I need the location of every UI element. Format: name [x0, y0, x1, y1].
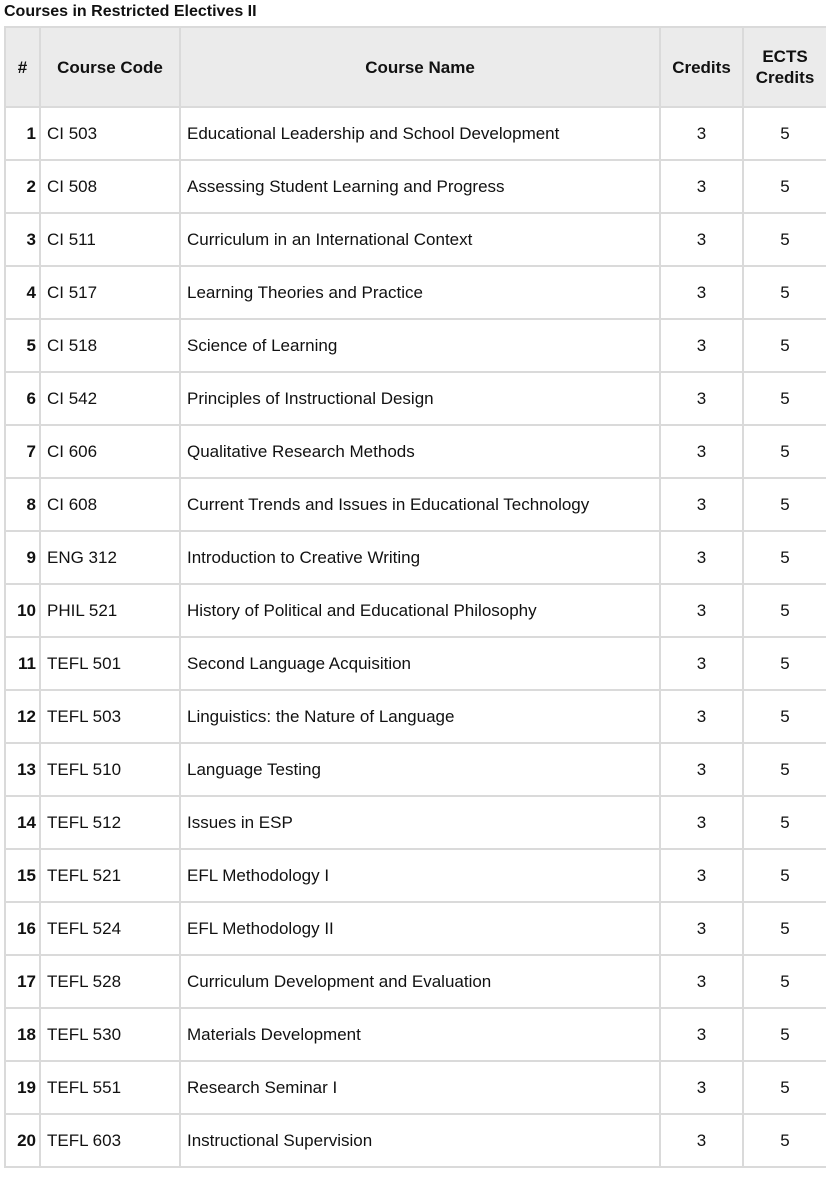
course-name: Language Testing: [180, 743, 660, 796]
row-number: 9: [5, 531, 40, 584]
ects-credits: 5: [743, 160, 826, 213]
row-number: 13: [5, 743, 40, 796]
courses-table: [4, 26, 826, 1168]
course-code: TEFL 528: [40, 955, 180, 1008]
course-code: CI 511: [40, 213, 180, 266]
header-row: [5, 27, 826, 107]
row-number: 6: [5, 372, 40, 425]
credits: 3: [660, 1114, 743, 1167]
course-code: TEFL 551: [40, 1061, 180, 1114]
ects-credits: 5: [743, 902, 826, 955]
table-row: [5, 266, 826, 319]
course-name: EFL Methodology I: [180, 849, 660, 902]
credits: 3: [660, 160, 743, 213]
credits: 3: [660, 1061, 743, 1114]
credits: 3: [660, 743, 743, 796]
header-course-name: Course Name: [180, 27, 660, 107]
credits: 3: [660, 637, 743, 690]
ects-credits: 5: [743, 266, 826, 319]
table-row: [5, 425, 826, 478]
credits: 3: [660, 584, 743, 637]
course-name: Instructional Supervision: [180, 1114, 660, 1167]
course-code: CI 608: [40, 478, 180, 531]
table-row: [5, 955, 826, 1008]
row-number: 20: [5, 1114, 40, 1167]
ects-credits: 5: [743, 584, 826, 637]
course-name: Linguistics: the Nature of Language: [180, 690, 660, 743]
course-name: Introduction to Creative Writing: [180, 531, 660, 584]
course-name: Research Seminar I: [180, 1061, 660, 1114]
course-name: Learning Theories and Practice: [180, 266, 660, 319]
ects-credits: 5: [743, 213, 826, 266]
course-code: TEFL 503: [40, 690, 180, 743]
credits: 3: [660, 107, 743, 160]
header-credits: Credits: [660, 27, 743, 107]
row-number: 2: [5, 160, 40, 213]
table-row: [5, 902, 826, 955]
course-code: TEFL 524: [40, 902, 180, 955]
row-number: 5: [5, 319, 40, 372]
row-number: 19: [5, 1061, 40, 1114]
row-number: 1: [5, 107, 40, 160]
ects-credits: 5: [743, 319, 826, 372]
course-code: TEFL 603: [40, 1114, 180, 1167]
credits: 3: [660, 849, 743, 902]
row-number: 14: [5, 796, 40, 849]
course-code: TEFL 521: [40, 849, 180, 902]
row-number: 17: [5, 955, 40, 1008]
ects-credits: 5: [743, 796, 826, 849]
table-row: [5, 107, 826, 160]
course-code: CI 517: [40, 266, 180, 319]
credits: 3: [660, 372, 743, 425]
table-row: [5, 743, 826, 796]
ects-credits: 5: [743, 849, 826, 902]
table-row: [5, 531, 826, 584]
course-name: History of Political and Educational Philosophy: [180, 584, 660, 637]
ects-credits: 5: [743, 531, 826, 584]
table-row: [5, 637, 826, 690]
course-name: Assessing Student Learning and Progress: [180, 160, 660, 213]
table-row: [5, 160, 826, 213]
ects-credits: 5: [743, 107, 826, 160]
course-code: TEFL 510: [40, 743, 180, 796]
course-name: Qualitative Research Methods: [180, 425, 660, 478]
ects-credits: 5: [743, 425, 826, 478]
course-name: Principles of Instructional Design: [180, 372, 660, 425]
course-code: CI 606: [40, 425, 180, 478]
row-number: 8: [5, 478, 40, 531]
credits: 3: [660, 1008, 743, 1061]
course-name: Second Language Acquisition: [180, 637, 660, 690]
table-row: [5, 478, 826, 531]
course-code: PHIL 521: [40, 584, 180, 637]
table-row: [5, 1061, 826, 1114]
row-number: 10: [5, 584, 40, 637]
table-row: [5, 796, 826, 849]
credits: 3: [660, 266, 743, 319]
table-row: [5, 213, 826, 266]
credits: 3: [660, 425, 743, 478]
credits: 3: [660, 319, 743, 372]
row-number: 7: [5, 425, 40, 478]
table-row: [5, 584, 826, 637]
course-name: Issues in ESP: [180, 796, 660, 849]
course-name: Current Trends and Issues in Educational Technology: [180, 478, 660, 531]
course-name: EFL Methodology II: [180, 902, 660, 955]
credits: 3: [660, 531, 743, 584]
ects-credits: 5: [743, 637, 826, 690]
table-row: [5, 690, 826, 743]
header-ects-credits: ECTS Credits: [743, 27, 826, 107]
credits: 3: [660, 213, 743, 266]
course-code: CI 503: [40, 107, 180, 160]
table-row: [5, 849, 826, 902]
header-course-code: Course Code: [40, 27, 180, 107]
ects-credits: 5: [743, 743, 826, 796]
table-row: [5, 1114, 826, 1167]
row-number: 16: [5, 902, 40, 955]
row-number: 4: [5, 266, 40, 319]
course-code: TEFL 501: [40, 637, 180, 690]
row-number: 12: [5, 690, 40, 743]
row-number: 3: [5, 213, 40, 266]
credits: 3: [660, 955, 743, 1008]
ects-credits: 5: [743, 1061, 826, 1114]
course-code: CI 508: [40, 160, 180, 213]
table-row: [5, 1008, 826, 1061]
ects-credits: 5: [743, 690, 826, 743]
ects-credits: 5: [743, 1114, 826, 1167]
course-name: Curriculum in an International Context: [180, 213, 660, 266]
course-code: TEFL 512: [40, 796, 180, 849]
credits: 3: [660, 478, 743, 531]
course-name: Educational Leadership and School Development: [180, 107, 660, 160]
ects-credits: 5: [743, 955, 826, 1008]
table-row: [5, 372, 826, 425]
table-row: [5, 319, 826, 372]
course-code: ENG 312: [40, 531, 180, 584]
course-code: TEFL 530: [40, 1008, 180, 1061]
credits: 3: [660, 690, 743, 743]
ects-credits: 5: [743, 1008, 826, 1061]
credits: 3: [660, 796, 743, 849]
course-code: CI 518: [40, 319, 180, 372]
row-number: 11: [5, 637, 40, 690]
credits: 3: [660, 902, 743, 955]
course-name: Materials Development: [180, 1008, 660, 1061]
table-title: Courses in Restricted Electives II: [4, 3, 257, 20]
course-name: Science of Learning: [180, 319, 660, 372]
row-number: 18: [5, 1008, 40, 1061]
header-num: #: [5, 27, 40, 107]
ects-credits: 5: [743, 478, 826, 531]
course-name: Curriculum Development and Evaluation: [180, 955, 660, 1008]
row-number: 15: [5, 849, 40, 902]
ects-credits: 5: [743, 372, 826, 425]
course-code: CI 542: [40, 372, 180, 425]
